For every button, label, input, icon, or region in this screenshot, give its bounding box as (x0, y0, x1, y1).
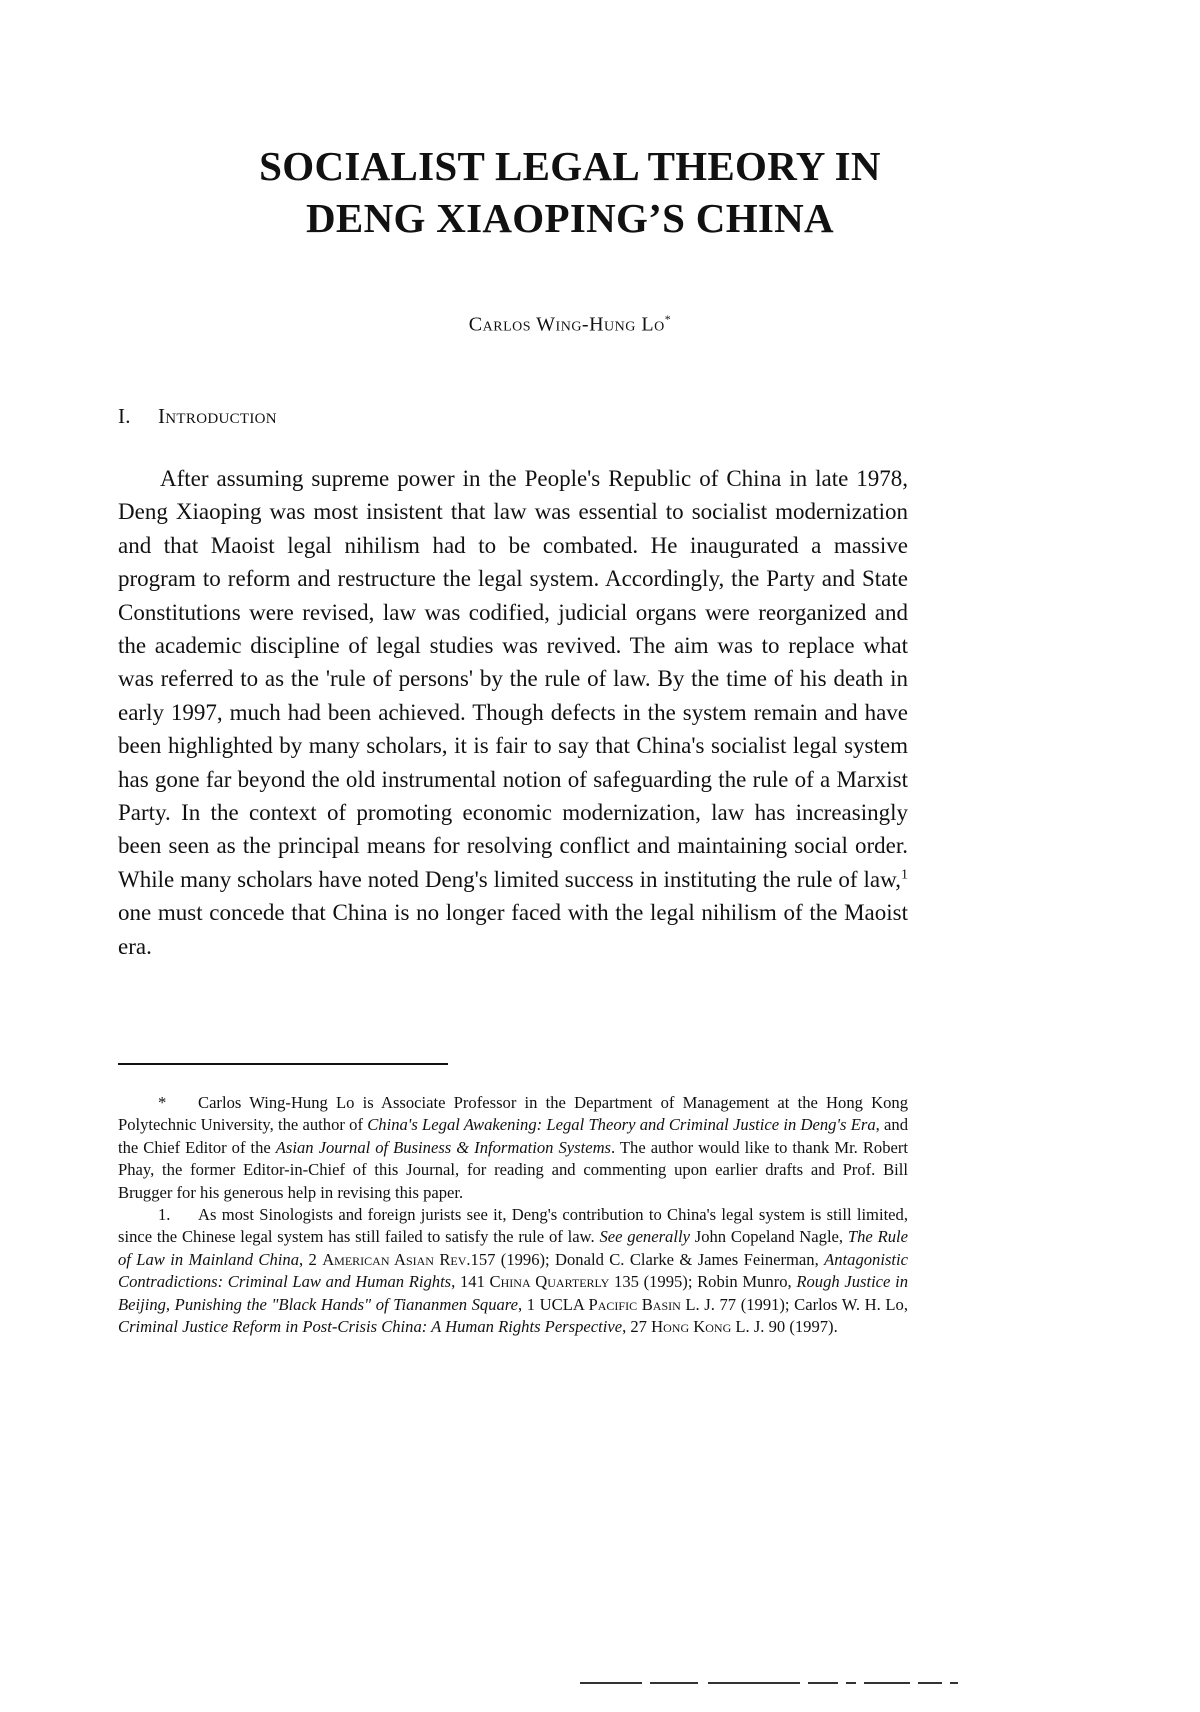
citation-journal: UCLA Pacific Basin L. J. (539, 1294, 715, 1314)
author-name: Carlos Wing-Hung Lo (468, 313, 665, 336)
scan-mark (950, 1682, 958, 1684)
footnote-divider (118, 1063, 448, 1065)
section-title: Introduction (158, 404, 277, 428)
body-paragraph-end: one must concede that China is no longer faced with the legal nihilism of the Maoist era. (118, 900, 908, 959)
footnote-text: , 1 (518, 1294, 540, 1314)
footnote-text: . The author would like to thank Mr. Robert Phay, the former Editor-in-Chief of this Journal, for reading and commenting upon earlier drafts and Prof. Bill Brugger for his generous help in revising this paper. (118, 1137, 909, 1202)
footnote-text: John Copeland Nagle, (689, 1227, 848, 1247)
footnote-journal-title: Asian Journal of Business & Information Systems (275, 1137, 612, 1157)
article-title-line-2: DENG XIAOPING’S CHINA (306, 195, 834, 241)
footnote-book-title: China's Legal Awakening: Legal Theory and Criminal Justice in Deng's Era (367, 1115, 876, 1135)
scan-mark (708, 1682, 800, 1684)
article-title (120, 140, 1020, 244)
footnote-text: 157 (1996); Donald C. Clarke & James Feinerman, (470, 1249, 825, 1269)
footnote-signal: See generally (599, 1227, 690, 1247)
citation-title: Rough Justice in Beijing, Punishing the "Black Hands" of Tiananmen Square (118, 1272, 908, 1314)
author-byline (120, 312, 1020, 337)
citation-title: Antagonistic Contradictions: Criminal Law and Human Rights (118, 1249, 908, 1292)
citation-journal: China Quarterly (489, 1272, 610, 1292)
footnote-author-marker: * (158, 1093, 167, 1112)
scan-mark (918, 1682, 942, 1684)
section-heading (118, 404, 277, 429)
footnote-1-marker: 1. (158, 1205, 171, 1225)
scan-artifact-marks (580, 1682, 990, 1686)
body-paragraph (118, 462, 908, 963)
body-paragraph-text: After assuming supreme power in the People's Republic of China in late 1978, Deng Xiaoping was most insistent that law was essential to socialist modernization and that Maoist legal nihilism had to be combated. He inaugurated a massive program to reform and restructure the legal system. Accordingly, the Party and State Constitutions were revised, law was codified, judicial organs were reorganized and the academic discipline of legal studies was revived. The aim was to replace what was referred to as the 'rule of persons' by the rule of law. By the time of his death in early 1997, much had been achieved. Though defects in the system remain and have been highlighted by many scholars, it is fair to say that China's socialist legal system has gone far beyond the old instrumental notion of safeguarding the rule of a Marxist Party. In the context of promoting economic modernization, law has increasingly been seen as the principal means for resolving conflict and maintaining social order. While many scholars have noted Deng's limited success in instituting the rule of law, (118, 466, 908, 892)
footnote-text: As most Sinologists and foreign jurists see it, Deng's contribution to China's legal system is still limited, since the Chinese legal system has still failed to satisfy the rule of law. (118, 1205, 908, 1247)
author-footnote-marker: * (664, 312, 672, 326)
citation-journal: American Asian Rev. (322, 1249, 471, 1269)
scan-mark (808, 1682, 838, 1684)
footnote-author (118, 1092, 908, 1204)
footnotes (118, 1092, 908, 1338)
scan-mark (580, 1682, 642, 1684)
footnote-reference-1: 1 (901, 867, 908, 883)
citation-title: Criminal Justice Reform in Post-Crisis China: A Human Rights Perspective (118, 1317, 623, 1337)
citation-journal: Hong Kong L. J. (651, 1317, 765, 1337)
footnote-text: 135 (1995); Robin Munro, (609, 1272, 797, 1292)
scan-mark (846, 1682, 856, 1684)
scan-mark (864, 1682, 910, 1684)
footnote-1 (118, 1204, 908, 1338)
footnote-text: Carlos Wing-Hung Lo is Associate Professor in the Department of Management at the Hong Kong Polytechnic University, the author of (118, 1093, 908, 1135)
footnote-text: , 2 (299, 1249, 323, 1269)
article-title-line-1: SOCIALIST LEGAL THEORY IN (259, 143, 881, 189)
footnote-text: , 27 (622, 1317, 652, 1337)
footnote-text: 90 (1997). (764, 1317, 838, 1337)
citation-title: The Rule of Law in Mainland China (118, 1227, 908, 1269)
scan-mark (650, 1682, 698, 1684)
section-number: I. (118, 404, 131, 428)
footnote-text: , and the Chief Editor of the (118, 1115, 908, 1157)
footnote-text: , 141 (451, 1272, 490, 1292)
footnote-text: 77 (1991); Carlos W. H. Lo, (714, 1294, 908, 1314)
